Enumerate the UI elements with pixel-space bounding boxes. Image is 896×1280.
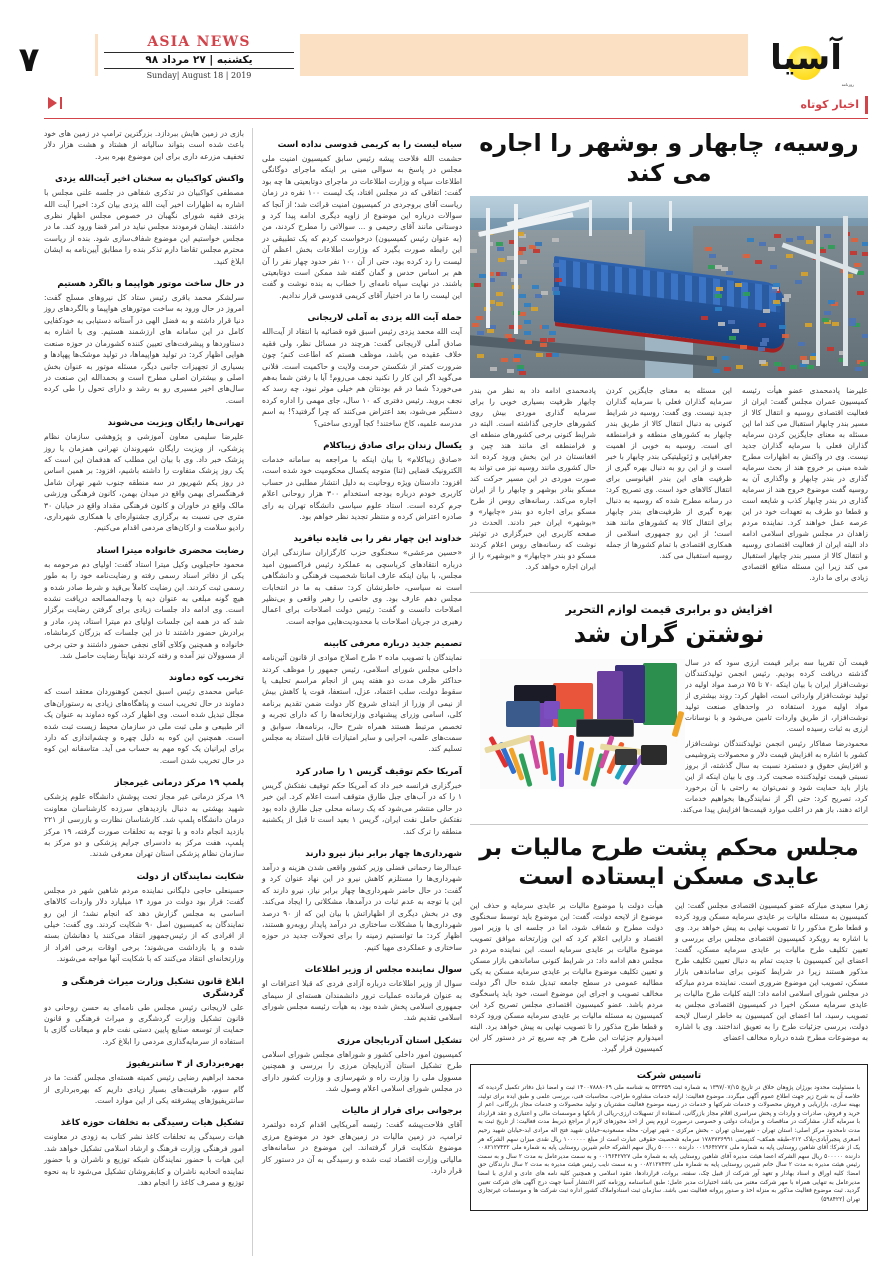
brief-heading: ابلاغ قانون تشکیل وزارت میراث فرهنگی و گردشگری xyxy=(62,976,244,999)
brief-heading: برجوانی برای فرار از مالیات xyxy=(341,1106,462,1117)
masthead-logo xyxy=(748,30,868,86)
date-persian: یکشنبه | ۲۷ مرداد ۹۸ xyxy=(145,54,253,66)
brief-body: محمود حاجیلویی وکیل میترا استاد گفت: اولیای دم مرحومه به یکی از دفاتر اسناد رسمی رفته و رضایت‌نامه خود را به طور رسمی ثبت کردند. این رضایت کاملاً بی‌قید و شرط صادر شده و هیچ گونه مبلغی به عنوان دیه یا وجه‌المصالحه دریافت نشده است. وی ادامه داد جلسات زیادی برای گرفتن رضایت برگزار شد که در همه این جلسات اولیای دم میترا استاد، پدر، مادر و برادرش حضور داشتند تا در این جلسات که بزرگان کرمانشاه، خانواده و همچنین وکلای آقای نجفی حضور داشتند و حتی برخی از مسوولان نیز آمده و رفته کردند نهایتاً رضایت حاصل شد. xyxy=(44,559,244,661)
column-separator xyxy=(252,128,253,1256)
brief-body: آقای فلاحت‌پیشه گفت: رئیسه آمریکایی اقدام کرده دولتمرد ترامپ، در زمین مالیات در زمین‌های خود در موضوع مرزی موضوع شکایت قرار گرفته‌اند. این موضوع در سامانه‌های مالیاتی وزارت اقتصاد ثبت شده و رسیدگی به آن در دستور کار قرار دارد. xyxy=(262,1120,462,1176)
briefs-column-left xyxy=(44,128,244,1256)
brief-heading: تشکیل استان آذربایجان مرزی xyxy=(337,1035,462,1046)
brief-body: آیت الله محمد یزدی رئیس اسبق قوه قضائیه با انتقاد از آیت‌الله صادق آملی لاریجانی گفت: هرچند در مسائل نظر، ولی فقیه خلاف عقیده من باشد، موظف هستم که اطاعت کنم؛ چون ضرورت کمتر از شکستن حرمت ولایت و حاکمیت است. فلانی می‌گوید اگر این کار را نکنید نجف می‌روم! آیا با رفتن شما به‌هم می‌خورد؟ شما در قم بودنتان هم خیلی موثر نبود، چه رسد که نجف بروید. رئیس دفتری که ۱۰ سال، جای مهمی را اداره کرده دستگیر می‌شود، بعد اعتراض می‌کنند که چرا گرفتید؟! به اسم مدرسه علمیه، کاخ ساختند! کجا آوردی ساختی؟ xyxy=(262,327,462,428)
triangle-icon xyxy=(48,97,57,109)
section-bar xyxy=(44,96,868,119)
brief-heading: آمریکا حکم توقیف گریس ۱ را صادر کرد xyxy=(295,766,462,777)
article-port xyxy=(470,128,868,583)
masthead xyxy=(0,0,896,92)
brief-body: محمد ابراهیم رضایی رئیس کمیته هسته‌ای مجلس گفت: ما در گام سوم، ظرفیت‌های بسیار زیادی داریم که بهره‌برداری از سانتریفیوژهای پیشرفته یکی از این موارد است. xyxy=(44,1073,244,1105)
article-stationery-kicker: افزایش دو برابری قیمت لوازم التحریر xyxy=(565,603,773,616)
brand-subtitle: روزنامه xyxy=(841,82,854,87)
article-paragraph: پادمحمدی ادامه داد به نظر من بندر چابهار ظرفیت بسیاری خوبی را برای سرمایه گذاری موردی بیش روی کشورهای خارجی گذاشته است. البته در شرایط کنونی برخی کشورهای منطقه ای و فرامنطقه ای مانند هند چین و افغانستان در این بخش ورود کرده اند حال کشوری مانند روسیه نیز می تواند به صورت موردی در این مسیر حرکت کند مسکو بنادر بوشهر و چابهار را از ایران اجاره می‌کند. رسانه‌های روس از طرح مسکو برای اجاره دو بندر «چابهار» و «بوشهر» ایران خبر دادند. الحدث در صفحه کاربری این خبرگزاری در توئیتر نوشت که رسانه‌های روس اعلام کردند مسکو دو بندر «چابهار» و «بوشهر» را از ایران اجاره خواهد کرد. xyxy=(470,386,596,571)
brief-heading: تخریب کوه دماوند xyxy=(168,673,244,684)
brief-body: ۱۹ مرکز درمانی غیر مجاز تحت پوشش دانشگاه علوم پزشکی شهید بهشتی به دنبال بازدیدهای سرزده کارشناسان معاونت درمان دانشگاه پلمپ شد. کارشناسان نظارت و بازرسی از ۲۲۱ بازدید انجام داده و با توجه به تخلفات صورت گرفته، ۱۹ مرکز پلمپ، هفت مرکز به دادسرای جرایم پزشکی و دو مرکز به سازمان نظام پزشکی استان تهران معرفی شدند. xyxy=(44,792,244,859)
brand-name-en: ASIA NEWS xyxy=(147,34,251,50)
masthead-divider-top xyxy=(104,52,294,53)
section-title: اخبار کوتاه xyxy=(792,96,868,114)
brief-heading: در حال ساخت موتور هواپیما و بالگرد هستیم xyxy=(57,279,244,290)
article-stationery xyxy=(470,602,868,815)
article-tax-headline: مجلس محکم پشت طرح مالیات بر عایدی مسکن ایستاده است xyxy=(479,835,859,890)
triangle-bar-icon xyxy=(60,97,62,109)
brief-body: «حسین مرعشی» سخنگوی حزب کارگزاران سازندگی ایران درباره انتقادهای کرباسچی به عملکرد رئیس فراکسیون امید مجلس، با بیان اینکه عارف امانتا شخصیت فرهنگی و دانشگاهی است نه سیاسی، خاطرنشان کرد: سقف به ما در انتخابات مجلس دهم عارف بود. وی خاتمی را رهبر واقعی و بی‌نظیر اصلاحات دانست و گفت: رئیس دولت اصلاحات برای اعمال رهبری در جریان اصلاحات با محدودیت‌هایی مواجه است. xyxy=(262,548,462,626)
brief-body: علی لاریجانی رئیس مجلس طی نامه‌ای به حسن روحانی دو قانون تشکیل وزارت گردشگری و میراث فرهنگی و قانون حمایت از توسعه صنایع پایین دستی نفت خام و میعانات گازی با استفاده از سرمایه‌گذاری مردمی را ابلاغ کرد. xyxy=(44,1002,244,1046)
page-number: ۷ xyxy=(18,40,40,80)
port-photo xyxy=(470,196,868,378)
brief-heading: شکایت نمایندگان از دولت xyxy=(136,871,244,882)
article-port-body xyxy=(470,385,868,583)
brief-body: علیرضا سلیمی معاون آموزشی و پژوهشی سازمان نظام پزشکی، از ویزیت رایگان شهروندان تهرانی همزمان با روز پزشک خبر داد. وی با بیان این مطلب که هدفمان این است که یک روز پزشک متفاوت را داشته باشیم، افزود: بر همین اساس در روز یکم شهریور در سه منطقه جنوب شهر تهران شامل فرهنگسرای بهمن واقع در میدان بهمن، کانون فرهنگی ورزشی مالک واقع در خاوران و کانون فرهنگی مقداد واقع در خیابان ۳۰ متری جی نسبت به برگزاری جشنواره‌ای با همکاری شهرداری، رادیو سلامت و ارکان‌های مردمی اقدام می‌کنیم. xyxy=(44,432,244,533)
brief-body: عباس محمدی رئیس اسبق انجمن کوهنوردان معتقد است که دماوند در حال تخریب است و پناهگاه‌های زیادی به رستوران‌های مجلل تبدیل شده است. وی اظهار کرد، کوه دماوند به عنوان یک اثر طبیعی و ملی ثبت ملی در سازمان محیط زیست ثبت شده است. همچنین این کوه به دلیل چهره و چشم‌اندازی که دارد برای ایرانیان یک کوه مهم به حساب می آید. متاسفانه این کوه در حال تخریب شدن است. xyxy=(44,687,244,765)
brief-heading: تصمیم جدید درباره معرفی کابینه xyxy=(323,639,462,650)
brief-heading: خداوند این چهار نفر را بی فایده نیافرید xyxy=(293,534,462,545)
article-divider-1 xyxy=(470,592,868,593)
briefs-column-right xyxy=(262,128,462,1256)
brief-body: هیات رسیدگی به تخلفات کاغذ نشر کتاب به زودی در معاونت امور فرهنگی وزارت فرهنگ و ارشاد اسلامی تشکیل خواهد شد. این هیات با حضور نمایندگان شبکه توزیع و ناشران و با حضور نماینده اتحادیه ناشران و کتابفروشان تشکیل می‌شود تا به نحوه توزیع و مصرف کاغذ را انجام دهد. xyxy=(44,1132,244,1188)
brief-body: عبدالرضا رحمانی فضلی وزیر کشور واقعی شدن هزینه و درآمد شهرداری‌ها را مستلزم کاهش نیرو در این نهاد عنوان کرد و گفت: در حال حاضر شهرداری‌ها چهار برابر نیاز، نیرو دارند که این با توجه به عدم ثبات در درآمدها، مشکلاتی را ایجاد می‌کند. وی در بخش دیگری از اظهاراتش با بیان این که از ۹۰ درصد شهرداری‌ها با مشکلات ساختاری در درآمد پایدار روبه‌رو هستند، اظهار کرد: ما توانستیم زمینه را برای تحولات جدید در حوزه ساختاری و عملکردی مهیا کنیم. xyxy=(262,862,462,952)
main-articles xyxy=(470,128,868,1256)
article-paragraph: این مسئله به معنای جایگزین کردن سرمایه گذاران فعلی با سرمایه گذاران جدید نیست. وی گفت: روسیه در شرایط کنونی به دنبال انتقال کالا از طریق بندر چابهار به کشورهای منطقه و فرامنطقه ای است. روسیه به خوبی از اهمیت جغرافیایی و ژئوپلیتیکی بندر چابهار با خبر است و از این رو به دنبال بهره گیری از ظرفیت های این بندر اقیانوسی برای انتقال کالاهای خود است. وی تصریح کرد: در رسانه مطرح شده که روسیه به دنبال بهره گیری از ظرفیت‌های بندر چابهار برای انتقال کالا به کشورهای مانند هند است؛ از این رو جمهوری اسلامی از همکاری اقتصادی با تمام کشورها از جمله روسیه استقبال می کند. xyxy=(606,386,732,560)
masthead-dateblock xyxy=(98,33,300,84)
article-paragraph: محمودرضا صفاکار رئیس انجمن تولیدکنندگان نوشت‌افزار کشور با اشاره به افزایش قیمت دلار و محصولات پتروشیمی و افزایش حقوق و دستمزد نسبت به سال گذشته، از بروز نسبتی قیمت تولیدکننده صحبت کرد. وی با بیان اینکه از این بازار باید حمایت شود و نمی‌توان به راحتی با آن برخورد کرد، تصریح کرد: حتی اگر از نمایندگی‌ها بخواهیم خدمات ارائه دهند، باز هم در اغلب موارد قیمت‌ها افزایش پیدا می‌کند. xyxy=(680,739,868,814)
legal-notice-title: تاسیس شرکت xyxy=(636,1071,702,1081)
short-news-section xyxy=(44,128,462,1256)
brief-body: حسینعلی حاجی دلیگانی نماینده مردم شاهین شهر در مجلس گفت: فرار بود دولت در مورد ۱۴ میلیارد دلار واردات کالاهای اساسی به مجلس گزارش دهد که انجام نشد؛ از این رو نمایندگان به کمیسیون اصل ۹۰ شکایت کردند. وی گفت: خیلی از افرادی که از رئیس‌جمهور انتقاد می‌کنند یا دهانشان بسته شده و یا بازداشت می‌شوند؛ برخی اوقات برخی افراد از وزارتخانه‌ای انتقاد می‌کنند که با شکایت آنها مواجه می‌شوند. xyxy=(44,885,244,964)
date-gregorian: Sunday| August 18 | 2019 xyxy=(146,71,252,80)
brief-heading: واکنش کواکبیان به سخنان اخیر آیت‌الله یزدی xyxy=(55,174,244,185)
masthead-divider-bottom xyxy=(104,68,294,69)
brief-body: حشمت الله فلاحت پیشه رئیس سابق کمیسیون امنیت ملی مجلس در پاسخ به سوالی مبنی بر اینکه ماجرای دوگانگی اطلاعات سپاه و وزارت اطلاعات در ماجرای دوتابعیتی ها چه بود گفت: اتفاقی که در مجلس افتاد، یک لیست ۱۰۰ نفره در زمان ریاست آقای بروجردی در کمیسیون امنیت قرائت شد؛ از آنجا که سوالات درباره این موضوع از زاویه دیگری ادامه پیدا کرد و دوستانی مانند آقای رحیمی و ... سوالاتی را مطرح کردند، من (به عنوان رئیس کمیسیون) درخواست کردم که یک تطبیقی در این رابطه صورت بگیرد که وزارت اطلاعات بخش اعظم آن لیست را رد کرده بود، حتی از آن ۱۰۰ نفر حدود چهار نفر را آن هم بر اساس حدس و گمان گفته شد ممکن است دوتابعیتی باشند. در نهایت سپاه نامه‌ای را خطاب به بنده نوشت و گفت این لیست را ما در اختیار آقای کریمی قدوسی قرار ندادیم. xyxy=(262,154,462,300)
brief-heading: حمله آیت الله یزدی به آملی لاریجانی xyxy=(307,313,462,324)
brief-body: خبرگزاری فرانسه خبر داد که آمریکا حکم توقیف نفتکش گریس ۱ را که در آب‌های جبل طارق متوقف است اعلام کرد. این خبر در حالی منتشر می‌شود که یک رسانه محلی جبل طارق داده بود نفتکش حامل نفت ایران، گریس ۱ بعید است تا قبل از یکشنبه منطقه را ترک کند. xyxy=(262,780,462,836)
article-paragraph: هیأت دولت با موضوع مالیات بر عایدی سرمایه و حذف این موضوع از لایحه دولت، گفت: این موضوع باید توسط سخنگوی دولت مطرح و شفاف شود، اما در جلسه ای با وزیر امور اقتصاد و دارایی اعلام کرد که این وزارتخانه موافق تصویب موضوع مالیات بر عایدی سرمایه است. این نماینده مردم در مجلس دهم ادامه داد: در شرایط کنونی ساماندهی بازار مسکن و تعیین تکلیف موضوع مالیات بر عایدی سرمایه مسکن به یکی مطالبه عمومی در سطح جامعه تبدیل شده حال اگر دولت مخالف تصویب و اجرای این موضوع است، خود باید پاسخگوی مردم باشد. عضو کمیسیون اقتصادی مجلس تصریح کرد این کمیسیون به مسئله مالیات بر عایدی سرمایه مسکن ورود کرده و قطعا طرح مذکور را تا تصویب نهایی به پیش خواهد برد. البته امیدوارم جزئیات این طرح هر چه سریع تر در دستور کار این کمیسیون قرار گیرد. xyxy=(470,901,663,1053)
article-stationery-headline: نوشتن گران شد xyxy=(573,620,765,648)
brief-heading: بهره‌برداری از ۴ سانتریفیوژ xyxy=(126,1059,244,1070)
brief-heading: رضایت محضری خانواده میترا استاد xyxy=(96,545,244,556)
article-paragraph: علیرضا پادمحمدی عضو هیأت رئیسه کمیسیون عمران مجلس گفت: ایران از فعالیت اقتصادی روسیه و انتقال کالا از مسیر بندر چابهار استقبال می کند اما این مسئله به معنای جایگزین کردن سرمایه گذاران فعلی با سرمایه گذاران جدید نیست. وی در واکنش به اظهارات مطرح شده مبنی بر خروج هند از بحث سرمایه گذاری در بندر چابهار و واگذاری آن به روسیه گفت موضوع خروج هند از سرمایه گذاری در بندر چابهار کذب و شایعه است و قطعا دو طرف به تعهدات خود در این عرصه عمل خواهند کرد. نماینده مردم زاهدان در مجلس شورای اسلامی ادامه داد البته ایران از فعالیت اقتصادی روسیه و انتقال کالا از مسیر بندر چابهار استقبال می کند زیرا این مسئله منافع اقتصادی زیادی برای ما دارد. xyxy=(742,386,868,582)
legal-notice-box xyxy=(470,1064,868,1211)
brief-heading: شهرداری‌ها چهار برابر نیاز نیرو دارند xyxy=(305,848,462,859)
brief-heading: تهرانی‌ها رایگان ویزیت می‌شوند xyxy=(107,418,244,429)
article-paragraph: زهرا سعیدی مبارکه عضو کمیسیون اقتصادی مجلس گفت: این کمیسیون به مسئله مالیات بر عایدی سرمایه مسکن ورود کرده و قطعا طرح مذکور را تا تصویب نهایی به پیش خواهد برد. وی با اشاره به رویکرد کمیسیون اقتصادی مجلس برای بررسی و تعیین تکلیف طرح مالیات بر عایدی سرمایه مسکن، گفت: اعضای این کمیسیون با جدیت تمام به دنبال تعیین تکلیف طرح مذکور هستند زیرا در شرایط کنونی برای ساماندهی بازار مسکن، تصویب این موضوع ضروری است. نماینده مردم مبارکه در مجلس شورای اسلامی ادامه داد: البته کلیات طرح مالیات بر عایدی سرمایه مسکن اخیرا در کمیسیون اقتصادی مجلس به تصویب رسید، اما اعضای این کمیسیون به خاطر ارسال لایحه دولت، بررسی جزئیات طرح را به تعویق انداختند. وی با اشاره به موضوعات مطرح شده درباره مخالف اعضای xyxy=(675,901,868,1042)
brief-body: سرلشکر محمد باقری رئیس ستاد کل نیروهای مسلح گفت: امروز در حال ورود به ساخت موتورهای هواپیما و بالگردهای روز دنیا قرار داشته و به فضل الهی در آستانه دستیابی به خودکفایی کامل در این سامانه های ارزشمند هستیم. وی با اشاره به دستاوردها و پیشرفت‌های تعیین کننده کشورمان در حوزه صنعت هوایی اظهار کرد: در تولید هواپیماها، در تولید موشک‌ها پهپادها و بسیاری از تجهیزات جانبی دیگر، مسئله موتور به عنوان بخش اصلی و بیشتران اصلی مطرح است و بحمدالله این صنعت در سال‌های اخیر مسیری رو به رشد و دارای تحول را طی کرده است. xyxy=(44,293,244,405)
brief-body: نمایندگان با تصویب ماده ۲ طرح اصلاح موادی از قانون آئین‌نامه داخلی مجلس شورای اسلامی، رئیس جمهور را موظف کردند حداکثر ظرف مدت دو هفته پس از انجام مراسم تحلیف یا سقوط دولت، سلب اعتماد، عزل، استعفا، فوت یا کاهش بیش از نیمی از وزرا از ابتدای شروع کار دولت ضمن تقدیم برنامه کلی، اسامی وزرای پیشنهادی وزارتخانه‌ها را که دارای تجربه و تخصص مرتبط هستند همراه شرح حال، برنامه‌ها، سوابق و سمت‌های علمی، اجرایی و سایر امتیازات قابل استناد به مجلس تسلیم کند. xyxy=(262,653,463,754)
legal-notice-body: با مسئولیت محدود بورژان پژوهان خلاق در تاریخ ۱۳۹۷/۰۷/۱۵ به شماره ثبت ۵۳۳۳۵۹ به شناسه ملی ۱۴۰۰۷۸۸۸۰۶۹ ثبت و امضا ذیل دفاتر تکمیل گردیده که خلاصه آن به شرح زیر جهت اطلاع عموم آگهی میگردد. موضوع فعالیت: ارایه خدمات مشاوره طراحی، محاسبات فنی، بررسی علمی و طبق ایده برای تولید، بهینه سازی، بازاریابی و فروش محصولات و خدمات شرکتها و خدمات در زمینه موضوع فعالیت مشتریان و تولید محصولات و خدمات مجاز بازرگانی، اعم از خرید و فروش، صادرات و واردات و پخش سراسری اقلام مجاز بازرگانی، استفاده از تسهیلات ارزی-ریالی از بانکها و موسسات مالی و اعتباری و عقد قرارداد با سرمایه گذار، مشارکت در مناقصات و مزایدات دولتی و خصوصی درصورت لزوم پس از اخذ مجوزهای لازم از مراجع ذیربط مدت فعالیت: از تاریخ ثبت به مدت نامحدود مرکز اصلی: استان تهران - شهرستان تهران - بخش مرکزی - شهر تهران- محله مسعودیه-خیابان شهید فتح اله مرادی ابد-خیابان شهید رحیم اصغری پنجبرآبادی-پلاک ۲۱۲-طبقه همکف- کدپستی ۱۷۸۳۷۳۶۹۹۱ سرمایه شخصیت حقوقی عبارت است از مبلغ ۱۰۰۰۰۰۰ ریال نقدی میزان سهم الشرکه هر یک از شرکا: آقای شاهین روستایی پایه به شماره ملی ۰۰۱۹۶۴۲۷۲۷ دارنده ۵۰۰۰۰۰ ریال سهم الشرکه خانم شیرین روستایی پایه به شماره ملی ۰۰۸۲۱۲۷۴۳۲ دارنده ۵۰۰۰۰۰ ریال سهم الشرکه اعضا هیئت مدیره آقای شاهین روستایی پایه به شماره ملی ۰۰۱۹۶۴۲۷۲۷ و به سمت مدیرعامل به مدت ۲ سال و به سمت رئیس هیئت مدیره به مدت ۲ سال خانم شیرین روستایی پایه به شماره ملی ۰۰۸۲۱۲۷۴۳۲ و به سمت نایب رئیس هیئت مدیره به مدت ۲ سال دارندگان حق امضا: کلیه اوراق و اسناد بهادار و تعهد آور شرکت از قبیل چک، سفته، بروات، قراردادها، عقود اسلامی و همچنین کلیه نامه های عادی و اداری با امضا مدیرعامل به تنهایی همراه با مهر شرکت معتبر می باشد اختیارات مدیر عامل: طبق اساسنامه روزنامه کثیر الانتشار آسیا جهت درج آگهی های شرکت تعیین گردید. ثبت موضوع فعالیت مذکور به منزله اخذ و صدور پروانه فعالیت نمی باشد. سازمان ثبت اسنادواملاک کشور اداره ثبت شرکت ها و موسسات غیرتجاری تهران (۵۹۸۴۲۲) xyxy=(478,1085,861,1203)
brand-name-fa: آسیا xyxy=(770,38,842,78)
article-divider-2 xyxy=(470,824,868,825)
brief-body: سوال از وزیر اطلاعات درباره آزادی فردی که قبلا اعترافات او به عنوان فرمانده عملیات ترور دانشمندان هسته‌ای از سیمای جمهوری اسلامی پخش شده بود، به هیأت رئیسه مجلس شورای اسلامی تقدیم شد. xyxy=(262,979,462,1023)
brief-heading: تشکیل هیات رسیدگی به تخلفات حوزه کاغذ xyxy=(60,1118,244,1129)
article-port-headline: روسیه، چابهار و بوشهر را اجاره می کند xyxy=(479,129,859,187)
brief-heading: پلمپ ۱۹ مرکز درمانی غیرمجاز xyxy=(114,778,244,789)
article-paragraph: قیمت آن تقریبا سه برابر قیمت ارزی سود که در سال گذشته دریافت کرده بودیم. رئیس انجمن تولیدکنندگان نوشت‌افزار ایران با بیان اینکه ۷۰ تا ۷۵ درصد مواد اولیه در تولید نوشت‌افزار وارداتی است، اظهار کرد: روند بیشتری از مواد اولیه مورد استفاده در واحدهای صنعت تولید نوشت‌افزار، از طریق واردات تامین می‌شود و با نوسانات ارزی به ثبات رسیده است. xyxy=(685,658,869,733)
stationery-photo xyxy=(480,659,685,789)
article-tax-body xyxy=(470,900,868,1054)
article-tax xyxy=(470,834,868,1054)
brief-body: کمیسیون امور داخلی کشور و شوراهای مجلس شورای اسلامی طرح تشکیل استان آذربایجان مرزی را بررسی و همچنین مسوول ملی را وزارت راه و شهرسازی و وزارت کشور دارای در مجلس شورای اسلامی اعلام وصول شد. xyxy=(262,1049,462,1093)
brief-body: بازی در زمین هایش ببردازد. بزرگترین ترامپ در زمین های خود باعث شده است بتواند سالیانه از هشتاد و هشت هزار دلار تخفیف مزرعه داری برای این موضوع بهره ببرد. xyxy=(44,129,244,161)
brief-heading: سیاه لیست را به کریمی قدوسی نداده است xyxy=(277,140,462,150)
brief-body: مصطفی کواکبیان در تذکری شفاهی در جلسه علنی مجلس با اشاره به اظهارات اخیر آیت الله یزدی بیان کرد: اخیرا آیت الله یزدی فقیه شورای نگهبان در خصوص مجلس اظهار نظری داشتند. ایشان فرمودند مجلس نباید در امر قضا ورود کند. ما در مجلس خواستیم این موضوع شفاف‌سازی شود. بنده از ریاست محترم مجلس تقاضا دارم تذکر بنده را مطابق آیین‌نامه به ایشان ابلاغ کنید. xyxy=(44,188,244,266)
brief-heading: سوال نماینده مجلس از وزیر اطلاعات xyxy=(304,965,462,976)
brief-heading: یکسال زندان برای صادق زیباکلام xyxy=(323,440,462,451)
brief-body: «صادق زیباکلام» با بیان اینکه با مراجعه به سامانه خدمات الکترونیک قضایی (ثنا) متوجه یکسال محکومیت خود شده است، افزود: دادستان ویژه روحانیت به دلیل انتشار مطلبی در حساب کاربری خودم درباره بودجه استخدام ۳۰۰ هزار روحانی اعلام جرم کرده است. استاد علوم سیاسی دانشگاه تهران به رای صادره اعتراض کرده و منتظر تجدید نظر خواهم بود. xyxy=(262,454,462,521)
article-stationery-body xyxy=(470,657,868,815)
